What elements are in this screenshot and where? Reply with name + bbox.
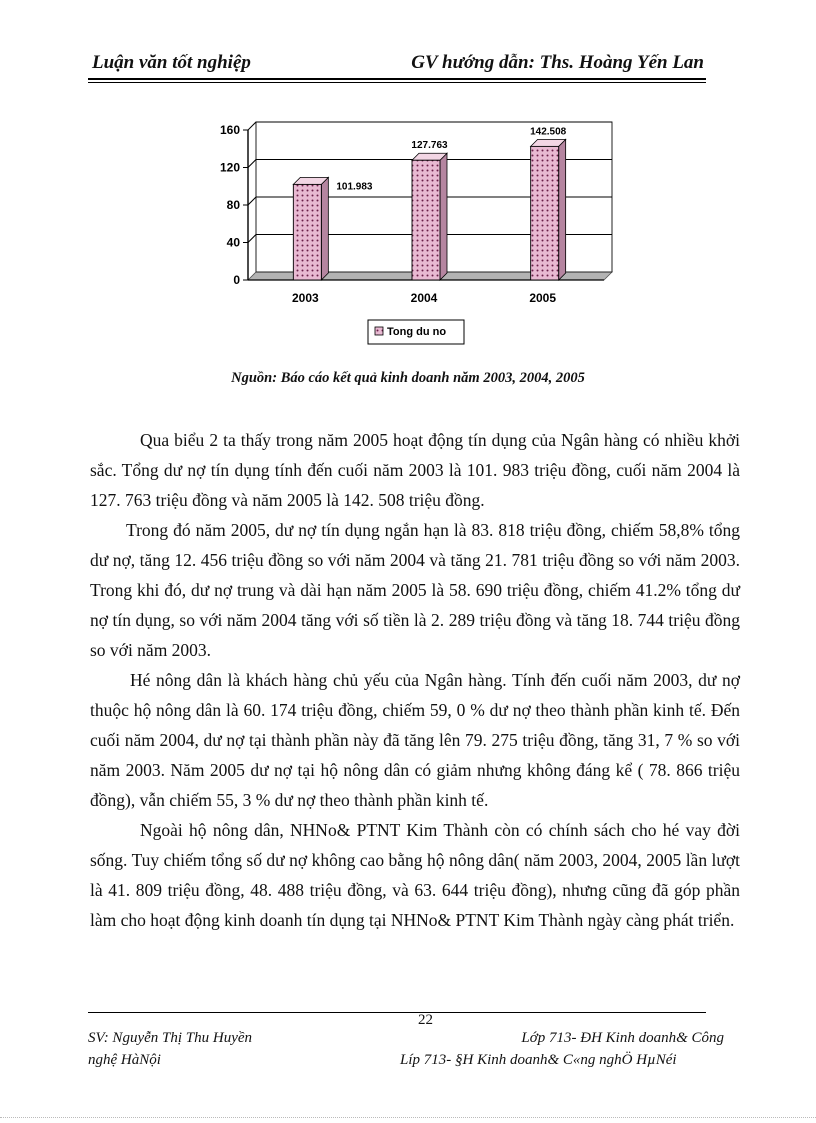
y-tick-label: 40 — [226, 235, 240, 250]
gridline-diag — [248, 235, 256, 243]
footer-class: Lớp 713- ĐH Kinh doanh& Công — [521, 1030, 724, 1046]
y-tick-label: 120 — [219, 160, 240, 175]
header-thesis-title: Luận văn tốt nghiệp — [92, 52, 251, 73]
x-tick-label: 2004 — [410, 291, 438, 305]
x-tick-label: 2005 — [529, 291, 557, 305]
data-label: 127.763 — [411, 140, 448, 152]
paragraph-3: Hé nông dân là khách hàng chủ yếu của Ngân hàng. Tính đến cuối năm 2003, dư nợ thuộc hộ nông dân là 60. 174 triệu đồng, chiếm 59, 0 % dư nợ theo thành phần kinh tế. Đến cuối năm 2004, dư nợ tại thành phần này đã tăng lên 79. 275 triệu đồng, tăng 31, 7 % so với năm 2003. Năm 2005 dư nợ tại hộ nông dân có giảm nhưng không đáng kể ( 78. 866 triệu đồng), vẫn chiếm 55, 3 % dư nợ theo thành phần kinh tế. — [90, 670, 740, 810]
bar-side — [321, 177, 328, 280]
data-label: 142.508 — [530, 126, 567, 138]
page-number: 22 — [418, 1014, 433, 1026]
body-text — [90, 425, 740, 935]
legend-label: Tong du no — [387, 326, 447, 338]
footer-student-cont: nghệ HàNội — [88, 1052, 161, 1068]
footer-class-garbled: Líp 713- §H Kinh doanh& C«ng nghÖ HµNéi — [400, 1052, 677, 1068]
x-tick-label: 2003 — [291, 291, 319, 305]
gridline-diag — [248, 122, 256, 130]
data-label: 101.983 — [336, 181, 373, 193]
chart-source-caption: Nguồn: Báo cáo kết quả kinh doanh năm 2003, 2004, 2005 — [231, 370, 585, 386]
legend-swatch — [375, 327, 383, 335]
x-axis-ticks — [292, 291, 556, 305]
gridline-diag — [248, 197, 256, 205]
y-axis-ticks — [220, 123, 248, 287]
footer-student: SV: Nguyễn Thị Thu Huyền — [88, 1030, 253, 1046]
y-tick-label: 160 — [219, 123, 240, 137]
y-tick-label: 80 — [226, 198, 240, 212]
bar-side — [559, 139, 566, 280]
bar — [531, 146, 559, 280]
paragraph-1: Qua biểu 2 ta thấy trong năm 2005 hoạt động tín dụng của Ngân hàng có nhiều khởi sắc. Tổng dư nợ tín dụng tính đến cuối năm 2003 là 101. 983 triệu đồng, cuối năm 2004 là 127. 763 triệu đồng và năm 2005 là 142. 508 triệu đồng. — [90, 430, 740, 510]
chart-legend — [368, 320, 464, 344]
bar — [412, 160, 440, 280]
gridline-diag — [248, 160, 256, 168]
header-supervisor: GV hướng dẫn: Ths. Hoàng Yến Lan — [411, 52, 704, 73]
chart-bars — [293, 139, 565, 280]
footer-rule — [88, 1012, 706, 1013]
page-header — [88, 48, 706, 82]
credit-balance-chart — [200, 118, 630, 358]
bar — [293, 184, 321, 280]
header-rule — [88, 78, 706, 80]
paragraph-4: Ngoài hộ nông dân, NHNo& PTNT Kim Thành còn có chính sách cho hé vay đời sống. Tuy chiếm tổng số dư nợ không cao bằng hộ nông dân( năm 2003, 2004, 2005 lần lượt là 41. 809 triệu đồng, 48. 488 triệu đồng, và 63. 644 triệu đồng), nhưng cũng đã góp phần làm cho hoạt động kinh doanh tín dụng tại NHNo& PTNT Kim Thành ngày càng phát triển. — [90, 820, 740, 930]
bar-side — [440, 153, 447, 280]
page-bottom-edge — [0, 1117, 816, 1118]
y-tick-label: 0 — [233, 273, 240, 287]
header-rule-thin — [88, 82, 706, 83]
paragraph-2: Trong đó năm 2005, dư nợ tín dụng ngắn hạn là 83. 818 triệu đồng, chiếm 58,8% tổng dư nợ, tăng 12. 456 triệu đồng so với năm 2004 và tăng 21. 781 triệu đồng so với năm 2003. Trong khi đó, dư nợ trung và dài hạn năm 2005 là 58. 690 triệu đồng, chiếm 41.2% tổng dư nợ tín dụng, so với năm 2004 tăng với số tiền là 2. 289 triệu đồng và tăng 18. 744 triệu đồng so với năm 2003. — [90, 520, 740, 660]
page-footer — [88, 1012, 724, 1068]
